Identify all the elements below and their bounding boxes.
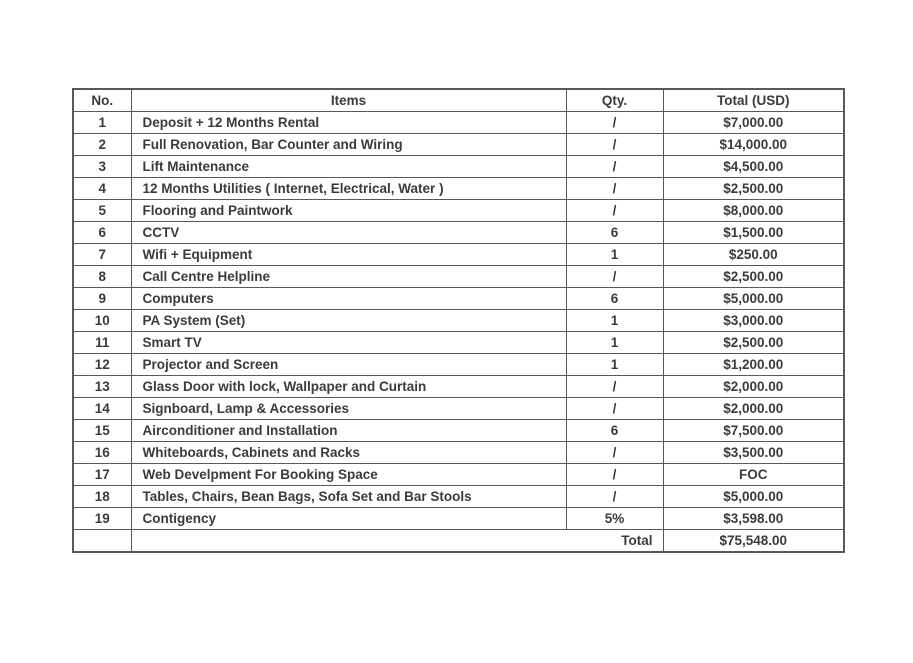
- row-qty-cell: 1: [566, 354, 663, 376]
- table-row: [73, 376, 844, 398]
- cost-table: [72, 88, 845, 553]
- row-no-cell: 10: [73, 310, 131, 332]
- row-no-cell: 16: [73, 442, 131, 464]
- row-qty-cell: 5%: [566, 508, 663, 530]
- row-item-cell: Signboard, Lamp & Accessories: [131, 398, 566, 420]
- row-item-cell: Call Centre Helpline: [131, 266, 566, 288]
- row-qty-cell: /: [566, 266, 663, 288]
- row-qty-cell: /: [566, 200, 663, 222]
- table-row: [73, 288, 844, 310]
- table-body: [73, 112, 844, 530]
- row-no-cell: 3: [73, 156, 131, 178]
- row-item-cell: Full Renovation, Bar Counter and Wiring: [131, 134, 566, 156]
- row-no-cell: 17: [73, 464, 131, 486]
- table-row: [73, 112, 844, 134]
- row-no-cell: 6: [73, 222, 131, 244]
- row-item-cell: Lift Maintenance: [131, 156, 566, 178]
- row-qty-cell: /: [566, 178, 663, 200]
- row-total-cell: $7,000.00: [663, 112, 844, 134]
- table-row: [73, 486, 844, 508]
- row-item-cell: CCTV: [131, 222, 566, 244]
- row-total-cell: $250.00: [663, 244, 844, 266]
- row-total-cell: $2,000.00: [663, 376, 844, 398]
- row-total-cell: $7,500.00: [663, 420, 844, 442]
- row-qty-cell: /: [566, 376, 663, 398]
- total-row: [73, 530, 844, 553]
- row-item-cell: Computers: [131, 288, 566, 310]
- row-no-cell: 4: [73, 178, 131, 200]
- row-no-cell: 2: [73, 134, 131, 156]
- row-qty-cell: 1: [566, 310, 663, 332]
- row-qty-cell: /: [566, 112, 663, 134]
- table-row: [73, 266, 844, 288]
- table-row: [73, 244, 844, 266]
- table-row: [73, 200, 844, 222]
- row-total-cell: $1,500.00: [663, 222, 844, 244]
- row-no-cell: 9: [73, 288, 131, 310]
- row-total-cell: $4,500.00: [663, 156, 844, 178]
- table-row: [73, 332, 844, 354]
- row-item-cell: Contigency: [131, 508, 566, 530]
- row-qty-cell: /: [566, 398, 663, 420]
- row-no-cell: 12: [73, 354, 131, 376]
- row-qty-cell: 6: [566, 222, 663, 244]
- row-qty-cell: 6: [566, 288, 663, 310]
- row-item-cell: Projector and Screen: [131, 354, 566, 376]
- grand-total-cell: $75,548.00: [663, 530, 844, 553]
- row-total-cell: $14,000.00: [663, 134, 844, 156]
- row-item-cell: Flooring and Paintwork: [131, 200, 566, 222]
- row-qty-cell: /: [566, 442, 663, 464]
- row-item-cell: Smart TV: [131, 332, 566, 354]
- row-item-cell: Wifi + Equipment: [131, 244, 566, 266]
- row-item-cell: Airconditioner and Installation: [131, 420, 566, 442]
- row-no-cell: 14: [73, 398, 131, 420]
- row-qty-cell: /: [566, 134, 663, 156]
- row-total-cell: $5,000.00: [663, 486, 844, 508]
- row-total-cell: $3,598.00: [663, 508, 844, 530]
- row-total-cell: FOC: [663, 464, 844, 486]
- table-row: [73, 134, 844, 156]
- table-footer: [73, 530, 844, 553]
- header-row: [73, 89, 844, 112]
- row-qty-cell: /: [566, 486, 663, 508]
- row-no-cell: 19: [73, 508, 131, 530]
- row-total-cell: $1,200.00: [663, 354, 844, 376]
- row-item-cell: Web Develpment For Booking Space: [131, 464, 566, 486]
- row-qty-cell: 1: [566, 244, 663, 266]
- row-total-cell: $8,000.00: [663, 200, 844, 222]
- row-qty-cell: /: [566, 156, 663, 178]
- table-row: [73, 398, 844, 420]
- row-no-cell: 1: [73, 112, 131, 134]
- column-header-no: No.: [73, 89, 131, 112]
- row-total-cell: $2,500.00: [663, 332, 844, 354]
- total-row-empty-cell: [73, 530, 131, 553]
- table-row: [73, 354, 844, 376]
- table-row: [73, 420, 844, 442]
- row-no-cell: 13: [73, 376, 131, 398]
- row-item-cell: PA System (Set): [131, 310, 566, 332]
- table-row: [73, 222, 844, 244]
- row-qty-cell: 6: [566, 420, 663, 442]
- table-row: [73, 156, 844, 178]
- row-total-cell: $2,500.00: [663, 266, 844, 288]
- row-item-cell: Tables, Chairs, Bean Bags, Sofa Set and Bar Stools: [131, 486, 566, 508]
- row-total-cell: $3,500.00: [663, 442, 844, 464]
- row-no-cell: 15: [73, 420, 131, 442]
- row-no-cell: 8: [73, 266, 131, 288]
- column-header-items: Items: [131, 89, 566, 112]
- row-item-cell: Deposit + 12 Months Rental: [131, 112, 566, 134]
- table-row: [73, 464, 844, 486]
- row-qty-cell: 1: [566, 332, 663, 354]
- table-row: [73, 178, 844, 200]
- table-row: [73, 508, 844, 530]
- table-header: [73, 89, 844, 112]
- row-no-cell: 5: [73, 200, 131, 222]
- row-item-cell: Glass Door with lock, Wallpaper and Curtain: [131, 376, 566, 398]
- table-row: [73, 442, 844, 464]
- row-total-cell: $5,000.00: [663, 288, 844, 310]
- row-item-cell: Whiteboards, Cabinets and Racks: [131, 442, 566, 464]
- row-no-cell: 18: [73, 486, 131, 508]
- table-row: [73, 310, 844, 332]
- row-item-cell: 12 Months Utilities ( Internet, Electrical, Water ): [131, 178, 566, 200]
- column-header-qty: Qty.: [566, 89, 663, 112]
- row-total-cell: $3,000.00: [663, 310, 844, 332]
- row-qty-cell: /: [566, 464, 663, 486]
- row-total-cell: $2,000.00: [663, 398, 844, 420]
- column-header-total: Total (USD): [663, 89, 844, 112]
- row-no-cell: 7: [73, 244, 131, 266]
- row-no-cell: 11: [73, 332, 131, 354]
- total-label-cell: Total: [131, 530, 663, 553]
- row-total-cell: $2,500.00: [663, 178, 844, 200]
